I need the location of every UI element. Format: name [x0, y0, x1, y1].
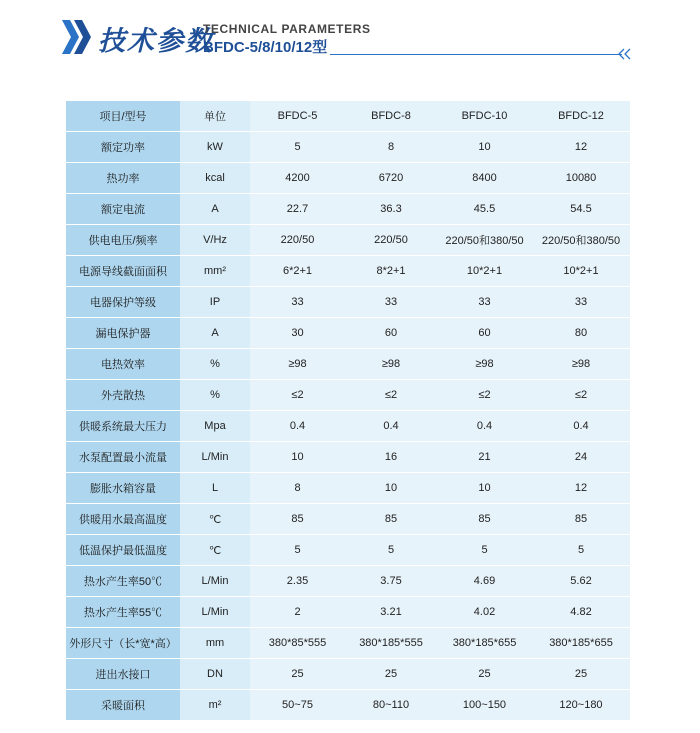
table-row — [66, 163, 630, 194]
row-label: 水泵配置最小流量 — [66, 442, 180, 473]
table-header-row — [66, 101, 630, 132]
chevron-right-icon — [62, 18, 92, 56]
value-cell: 60 — [345, 318, 437, 349]
unit-cell: L/Min — [180, 442, 250, 473]
table-row — [66, 535, 630, 566]
value-cell: 220/50 — [345, 225, 437, 256]
unit-cell: L/Min — [180, 597, 250, 628]
row-label: 外形尺寸（长*宽*高） — [66, 628, 180, 659]
row-label: 供暖用水最高温度 — [66, 504, 180, 535]
title-english: TECHNICAL PARAMETERS — [203, 22, 371, 36]
value-cell: 36.3 — [345, 194, 437, 225]
value-cell: ≥98 — [532, 349, 630, 380]
table-row — [66, 566, 630, 597]
value-cell: 85 — [250, 504, 345, 535]
row-label: 电器保护等级 — [66, 287, 180, 318]
value-cell: 33 — [437, 287, 532, 318]
value-cell: 85 — [345, 504, 437, 535]
unit-cell: % — [180, 380, 250, 411]
table-row — [66, 287, 630, 318]
value-cell: 6720 — [345, 163, 437, 194]
value-cell: 60 — [437, 318, 532, 349]
value-cell: 10 — [437, 132, 532, 163]
unit-cell: mm — [180, 628, 250, 659]
value-cell: 33 — [250, 287, 345, 318]
value-cell: ≤2 — [437, 380, 532, 411]
unit-cell: DN — [180, 659, 250, 690]
table-row — [66, 597, 630, 628]
value-cell: 0.4 — [437, 411, 532, 442]
row-label: 进出水接口 — [66, 659, 180, 690]
value-cell: 120~180 — [532, 690, 630, 721]
value-cell: 25 — [437, 659, 532, 690]
row-label: 膨胀水箱容量 — [66, 473, 180, 504]
value-cell: 16 — [345, 442, 437, 473]
value-cell: 25 — [532, 659, 630, 690]
row-label: 热水产生率55℃ — [66, 597, 180, 628]
value-cell: 220/50 — [250, 225, 345, 256]
value-cell: 10 — [250, 442, 345, 473]
value-cell: 380*185*655 — [437, 628, 532, 659]
value-cell: 5 — [532, 535, 630, 566]
value-cell: 6*2+1 — [250, 256, 345, 287]
value-cell: 3.75 — [345, 566, 437, 597]
value-cell: 25 — [250, 659, 345, 690]
value-cell: 220/50和380/50 — [437, 225, 532, 256]
value-cell: ≤2 — [345, 380, 437, 411]
value-cell: 10*2+1 — [437, 256, 532, 287]
row-label: 采暖面积 — [66, 690, 180, 721]
table-row — [66, 256, 630, 287]
table-row — [66, 690, 630, 721]
value-cell: 380*85*555 — [250, 628, 345, 659]
value-cell: 5 — [250, 535, 345, 566]
parameters-table — [66, 101, 630, 721]
value-cell: 80 — [532, 318, 630, 349]
value-cell: 3.21 — [345, 597, 437, 628]
unit-cell: L/Min — [180, 566, 250, 597]
value-cell: 8400 — [437, 163, 532, 194]
row-label: 外壳散热 — [66, 380, 180, 411]
section-header — [62, 14, 630, 60]
value-cell: 220/50和380/50 — [532, 225, 630, 256]
unit-cell: ℃ — [180, 535, 250, 566]
table-row — [66, 411, 630, 442]
value-cell: ≤2 — [250, 380, 345, 411]
unit-cell: % — [180, 349, 250, 380]
unit-cell: L — [180, 473, 250, 504]
value-cell: 50~75 — [250, 690, 345, 721]
value-cell: ≥98 — [345, 349, 437, 380]
row-label: 额定电流 — [66, 194, 180, 225]
table-row — [66, 380, 630, 411]
unit-cell: mm² — [180, 256, 250, 287]
value-cell: 22.7 — [250, 194, 345, 225]
value-cell: 10 — [437, 473, 532, 504]
value-cell: 8*2+1 — [345, 256, 437, 287]
column-header: 单位 — [180, 101, 250, 132]
value-cell: 21 — [437, 442, 532, 473]
value-cell: 380*185*555 — [345, 628, 437, 659]
value-cell: 25 — [345, 659, 437, 690]
value-cell: 10080 — [532, 163, 630, 194]
column-header: BFDC-5 — [250, 101, 345, 132]
column-header: BFDC-10 — [437, 101, 532, 132]
value-cell: ≤2 — [532, 380, 630, 411]
value-cell: 0.4 — [250, 411, 345, 442]
value-cell: 45.5 — [437, 194, 532, 225]
table-row — [66, 318, 630, 349]
table-row — [66, 225, 630, 256]
row-label: 额定功率 — [66, 132, 180, 163]
row-label: 供暖系统最大压力 — [66, 411, 180, 442]
value-cell: 33 — [532, 287, 630, 318]
value-cell: 5 — [437, 535, 532, 566]
column-header: BFDC-12 — [532, 101, 630, 132]
table-row — [66, 349, 630, 380]
row-label: 热功率 — [66, 163, 180, 194]
value-cell: 100~150 — [437, 690, 532, 721]
unit-cell: V/Hz — [180, 225, 250, 256]
row-label: 电源导线截面面积 — [66, 256, 180, 287]
unit-cell: A — [180, 318, 250, 349]
value-cell: 54.5 — [532, 194, 630, 225]
row-label: 电热效率 — [66, 349, 180, 380]
table-row — [66, 659, 630, 690]
value-cell: 4200 — [250, 163, 345, 194]
value-cell: 8 — [250, 473, 345, 504]
value-cell: 33 — [345, 287, 437, 318]
value-cell: 30 — [250, 318, 345, 349]
unit-cell: A — [180, 194, 250, 225]
value-cell: 0.4 — [532, 411, 630, 442]
value-cell: 12 — [532, 132, 630, 163]
value-cell: 5 — [345, 535, 437, 566]
value-cell: 4.02 — [437, 597, 532, 628]
value-cell: 85 — [532, 504, 630, 535]
table-row — [66, 628, 630, 659]
value-cell: 24 — [532, 442, 630, 473]
value-cell: 380*185*655 — [532, 628, 630, 659]
value-cell: 10 — [345, 473, 437, 504]
row-label: 漏电保护器 — [66, 318, 180, 349]
title-underline — [330, 54, 622, 55]
value-cell: 4.82 — [532, 597, 630, 628]
title-model: BFDC-5/8/10/12型 — [203, 39, 328, 56]
value-cell: 80~110 — [345, 690, 437, 721]
unit-cell: m² — [180, 690, 250, 721]
value-cell: 2 — [250, 597, 345, 628]
unit-cell: IP — [180, 287, 250, 318]
row-label: 供电电压/频率 — [66, 225, 180, 256]
value-cell: 4.69 — [437, 566, 532, 597]
value-cell: 12 — [532, 473, 630, 504]
value-cell: 0.4 — [345, 411, 437, 442]
unit-cell: kW — [180, 132, 250, 163]
unit-cell: Mpa — [180, 411, 250, 442]
value-cell: 8 — [345, 132, 437, 163]
unit-cell: kcal — [180, 163, 250, 194]
row-label: 热水产生率50℃ — [66, 566, 180, 597]
value-cell: ≥98 — [250, 349, 345, 380]
table-row — [66, 473, 630, 504]
table-row — [66, 504, 630, 535]
table-row — [66, 194, 630, 225]
table-row — [66, 132, 630, 163]
value-cell: 5 — [250, 132, 345, 163]
table-row — [66, 442, 630, 473]
row-label: 低温保护最低温度 — [66, 535, 180, 566]
title-chinese: 技术参数 — [98, 26, 214, 57]
unit-cell: ℃ — [180, 504, 250, 535]
value-cell: 10*2+1 — [532, 256, 630, 287]
column-header: BFDC-8 — [345, 101, 437, 132]
value-cell: 2.35 — [250, 566, 345, 597]
value-cell: 5.62 — [532, 566, 630, 597]
value-cell: 85 — [437, 504, 532, 535]
double-arrow-left-icon — [618, 48, 632, 60]
column-header: 项目/型号 — [66, 101, 180, 132]
value-cell: ≥98 — [437, 349, 532, 380]
